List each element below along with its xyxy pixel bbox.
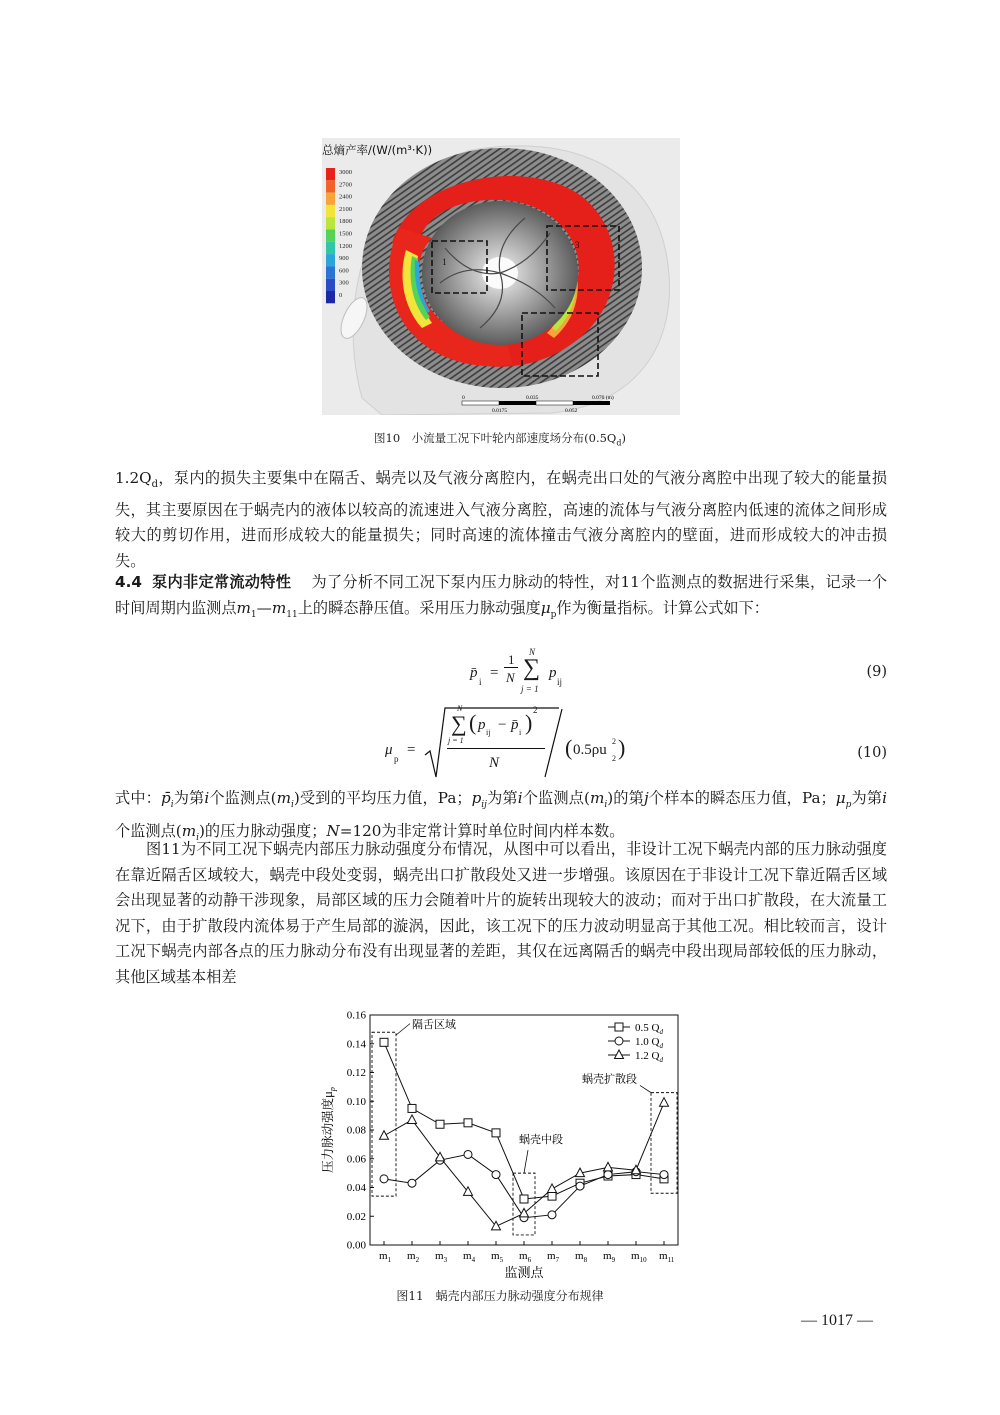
data-point [464, 1119, 472, 1127]
data-point [520, 1195, 528, 1203]
legend-tick-label: 1800 [339, 218, 352, 226]
y-tick-label: 0.02 [346, 1210, 366, 1223]
legend-swatch [326, 168, 335, 180]
y-tick-label: 0.08 [346, 1124, 366, 1137]
legend-tick-label: 300 [339, 279, 349, 287]
data-point [604, 1171, 612, 1179]
data-point [615, 1050, 624, 1059]
annotation-label: 蜗壳中段 [519, 1133, 563, 1146]
equation-9: p̄ i = 1 N N ∑ j = 1 p ij [470, 647, 563, 694]
x-tick-label: $m_6$ [519, 1250, 532, 1264]
x-tick-label: $m_{11}$ [659, 1250, 675, 1264]
data-point [615, 1023, 623, 1031]
x-tick-label: $m_3$ [435, 1250, 448, 1264]
scale-tick-3: 0.0175 [492, 408, 508, 414]
equation-10-number: (10) [857, 745, 887, 761]
y-tick-label: 0.00 [346, 1239, 366, 1252]
section-number: 4.4 [115, 573, 142, 591]
x-tick-label: $m_9$ [603, 1250, 616, 1264]
data-point [436, 1120, 444, 1128]
y-tick-label: 0.06 [346, 1153, 366, 1166]
paragraph-1: $1.2Q_d$，泵内的损失主要集中在隔舌、蜗壳以及气液分离腔内，在蜗壳出口处的气液分离腔中出现了较大的能量损失，其主要原因在于蜗壳内的液体以较高的流速进入气液分离腔，高速的流体与气液分离腔内低速的流体之间形成较大的剪切作用，进而形成较大的能量损失；同时高速的流体撞击气液分离腔内的壁面，进而形成较大的冲击损失。 [115, 469, 887, 570]
data-point [464, 1150, 472, 1158]
legend-tick-label: 2700 [339, 181, 352, 189]
legend-tick-label: 900 [339, 255, 349, 263]
legend-tick-label: 600 [339, 267, 349, 275]
x-tick-label: $m_5$ [491, 1250, 504, 1264]
legend-tick-label: 0 [339, 292, 343, 299]
legend-swatch [326, 205, 335, 217]
legend-swatch [326, 193, 335, 205]
x-axis-label: 监测点 [504, 1265, 544, 1280]
data-point [548, 1192, 556, 1200]
legend-title: 总熵产率/(W/(m³·K)) [322, 143, 433, 157]
legend-label: 0.5 $Q_d$ [635, 1022, 663, 1036]
legend-label: 1.2 $Q_d$ [635, 1050, 663, 1064]
figure-10-caption: 图10 小流量工况下叶轮内部速度场分布$(0.5Q_d)$ [374, 431, 626, 448]
equation-9-number: (9) [866, 664, 887, 680]
figure-10-image [322, 138, 680, 415]
section-title: 泵内非定常流动特性 [152, 573, 292, 591]
figure-10-graphic [322, 138, 680, 415]
x-tick-label: $m_1$ [379, 1250, 392, 1264]
series-line [384, 1042, 664, 1199]
legend-swatch [326, 180, 335, 192]
legend-tick-label: 3000 [339, 169, 352, 176]
annotation-label: 隔舌区域 [412, 1018, 456, 1031]
y-tick-label: 0.16 [346, 1009, 366, 1022]
annotation-box [372, 1032, 396, 1196]
y-axis-label: 压力脉动强度$\mu_p$ [321, 1087, 337, 1173]
legend-tick-label: 1500 [339, 230, 352, 238]
data-point [380, 1038, 388, 1046]
data-point [492, 1129, 500, 1137]
legend-colorbar [326, 168, 352, 303]
legend-tick-label: 2400 [339, 193, 352, 201]
region-label-3: 3 [575, 240, 580, 250]
section-4-4: 4.4 泵内非定常流动特性 为了分析不同工况下泵内压力脉动的特性，对11个监测点的数据进行采集，记录一个时间周期内监测点$m_1—m_{11}$上的瞬态静压值。采用压力脉动强度$\mu_p$作为衡量指标。计算公式如下： [115, 573, 888, 620]
legend-swatch [326, 217, 335, 229]
legend-swatch [326, 279, 335, 291]
x-tick-label: $m_{10}$ [631, 1250, 647, 1264]
figure-11-chart [310, 1005, 700, 1285]
paragraph-fig11-discussion: 图11为不同工况下蜗壳内部压力脉动强度分布情况，从图中可以看出，非设计工况下蜗壳内部的压力脉动强度在靠近隔舌区域较大，蜗壳中段处变弱，蜗壳出口扩散段处又进一步增强。该原因在于非设计工况下靠近隔舌区域会出现显著的动静干涉现象，局部区域的压力会随着叶片的旋转出现较大的波动；而对于出口扩散段，在大流量工况下，由于扩散段内流体易于产生局部的漩涡，因此，该工况下的压力波动明显高于其他工况。相比较而言，设计工况下蜗壳内部各点的压力脉动分布没有出现显著的差距，其仅在远离隔舌的蜗壳中段出现局部较低的压力脉动，其他区域基本相差 [115, 840, 887, 986]
equation-10: μ p = N ∑ j = 1 ( p ij − p̄ i ) 2 N ( 0.5ρu 2 2 ) [385, 705, 625, 780]
x-tick-label: $m_4$ [463, 1250, 476, 1264]
y-tick-label: 0.14 [346, 1038, 366, 1051]
data-point [576, 1182, 584, 1190]
scale-tick-0: 0 [462, 395, 465, 401]
data-point [548, 1211, 556, 1219]
scale-tick-4: 0.052 [565, 408, 578, 414]
legend-swatch [326, 266, 335, 278]
paragraph-where: 式中：$p̄_i$为第i个监测点$(m_i)$受到的平均压力值，Pa；$p_{ij}$为第i个监测点$(m_i)$的第j个样本的瞬态压力值，Pa；$\mu_p$为第i个监测点$(m_i)$的压力脉动强度；N=120为非定常计算时单位时间内样本数。 [115, 789, 888, 843]
x-tick-label: $m_7$ [547, 1250, 560, 1264]
data-point [380, 1175, 388, 1183]
legend-label: 1.0 $Q_d$ [635, 1036, 663, 1050]
data-point [615, 1037, 623, 1045]
y-tick-label: 0.04 [346, 1182, 366, 1194]
y-tick-label: 0.10 [346, 1095, 366, 1108]
x-tick-label: $m_2$ [407, 1250, 420, 1264]
scale-tick-2: 0.070 (m) [592, 395, 614, 401]
data-point [548, 1184, 557, 1193]
legend-tick-label: 2100 [339, 205, 352, 213]
x-tick-label: $m_8$ [575, 1250, 588, 1264]
data-point [660, 1098, 669, 1107]
legend-swatch [326, 242, 335, 254]
data-point [604, 1162, 613, 1171]
region-label-1: 1 [442, 257, 447, 267]
data-point [492, 1171, 500, 1179]
figure-11-caption: 图11 蜗壳内部压力脉动强度分布规律 [396, 1289, 604, 1303]
legend-swatch [326, 254, 335, 266]
y-tick-label: 0.12 [346, 1067, 366, 1079]
page-number: — 1017 — [801, 1312, 873, 1329]
legend-swatch [326, 230, 335, 242]
data-point [408, 1115, 417, 1124]
data-point [408, 1179, 416, 1187]
annotation-box [513, 1173, 535, 1235]
data-point [408, 1104, 416, 1112]
data-point [380, 1131, 389, 1140]
data-point [660, 1171, 668, 1179]
legend-tick-label: 1200 [339, 242, 352, 250]
scale-tick-1: 0.035 [526, 395, 539, 401]
annotation-label: 蜗壳扩散段 [582, 1073, 637, 1086]
legend-swatch [326, 291, 335, 303]
